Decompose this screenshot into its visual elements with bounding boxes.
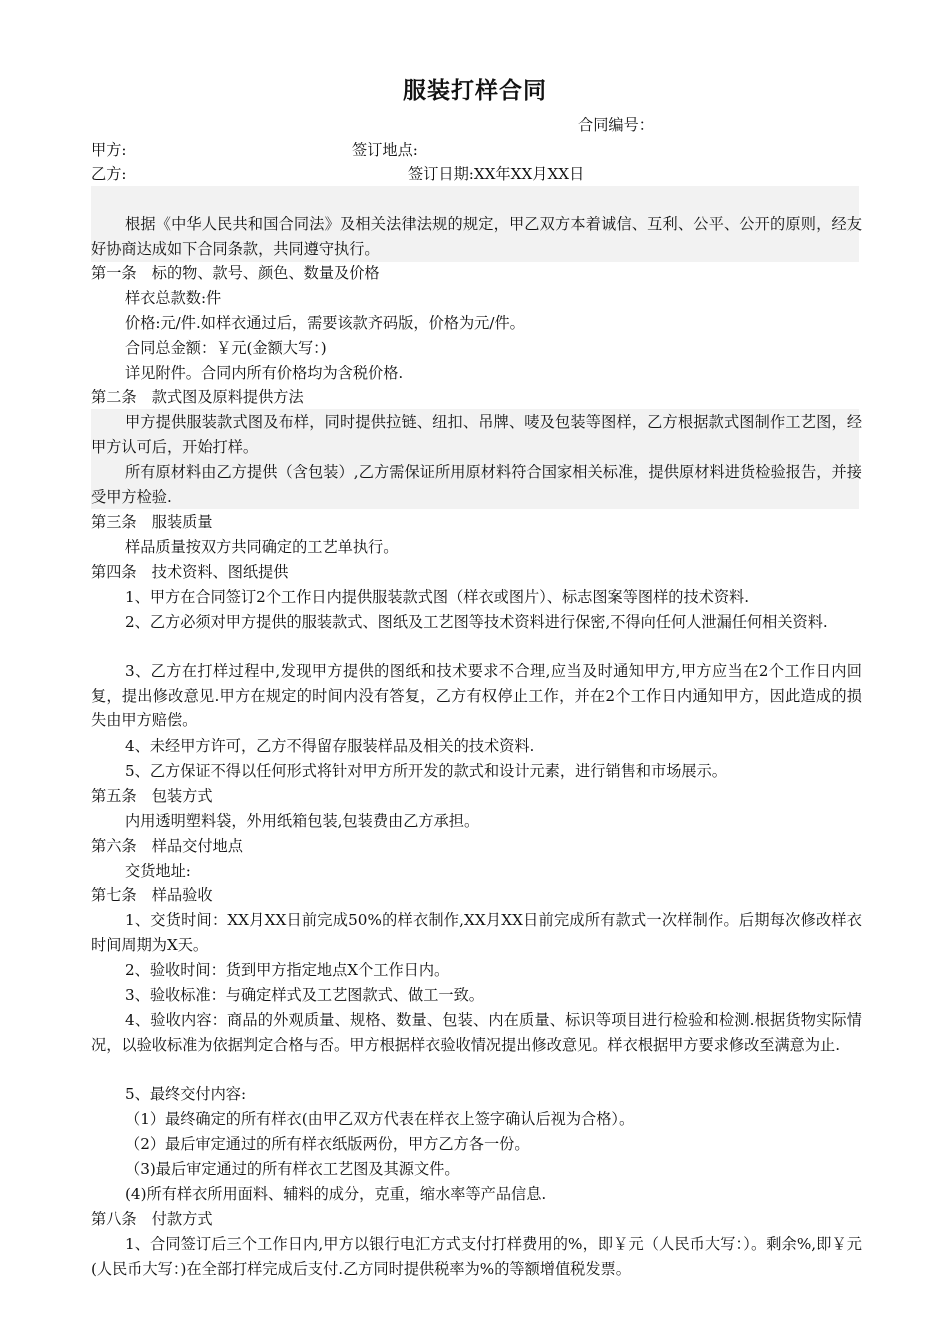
section7-item-4: 4、验收内容：商品的外观质量、规格、数量、包装、内在质量、标识等项目进行检验和检测.根据货物实际情况，以验收标准为依据判定合格与否。甲方根据样衣验收情况提出修改意见。样衣根据甲方要求修改至满意为止.: [91, 1011, 862, 1054]
section4-item-2: 2、乙方必须对甲方提供的服装款式、图纸及工艺图等技术资料进行保密,不得向任何人泄漏任何相关资料.: [125, 613, 828, 631]
section5-heading: 第五条 包装方式: [91, 787, 213, 805]
section1-item-count: 样衣总款数:件: [125, 289, 222, 307]
section7-subitem-4: (4)所有样衣所用面料、辅料的成分，克重，缩水率等产品信息.: [125, 1185, 547, 1203]
section6-heading: 第六条 样品交付地点: [91, 837, 243, 855]
sign-place-label: 签订地点:: [352, 141, 418, 159]
section7-item-1: 1、交货时间：XX月XX日前完成50%的样衣制作,XX月XX日前完成所有款式一次样制作。后期每次修改样衣时间周期为X天。: [91, 911, 862, 954]
section1-heading: 第一条 标的物、款号、颜色、数量及价格: [91, 264, 380, 282]
section5-paragraph: 内用透明塑料袋，外用纸箱包装,包装费由乙方承担。: [125, 812, 480, 830]
section4-item-1: 1、甲方在合同签订2个工作日内提供服装款式图（样衣或图片）、标志图案等图样的技术资料.: [125, 588, 750, 606]
section7-heading: 第七条 样品验收: [91, 886, 213, 904]
section1-price: 价格:元/件.如样衣通过后，需要该款齐码版，价格为元/件。: [125, 314, 525, 332]
section6-address: 交货地址:: [125, 862, 191, 880]
section4-item-3: 3、乙方在打样过程中,发现甲方提供的图纸和技术要求不合理,应当及时通知甲方,甲方应当在2个工作日内回复，提出修改意见.甲方在规定的时间内没有答复，乙方有权停止工作，并在2个工作日内通知甲方，因此造成的损失由甲方赔偿。: [91, 662, 862, 730]
section7-subitem-1: （1）最终确定的所有样衣(由甲乙双方代表在样衣上签字确认后视为合格）。: [125, 1110, 635, 1128]
section3-paragraph: 样品质量按双方共同确定的工艺单执行。: [125, 538, 399, 556]
section2-heading: 第二条 款式图及原料提供方法: [91, 388, 304, 406]
sign-date-label: 签订日期:XX年XX月XX日: [408, 165, 585, 183]
section4-heading: 第四条 技术资料、图纸提供: [91, 563, 289, 581]
section7-subitem-3: （3)最后审定通过的所有样衣工艺图及其源文件。: [125, 1160, 460, 1178]
section8-heading: 第八条 付款方式: [91, 1210, 213, 1228]
intro-paragraph: 根据《中华人民共和国合同法》及相关法律法规的规定，甲乙双方本着诚信、互利、公平、公开的原则，经友好协商达成如下合同条款，共同遵守执行。: [91, 215, 862, 258]
section7-item-5: 5、最终交付内容:: [125, 1085, 247, 1103]
section2-paragraph-1: 甲方提供服装款式图及布样，同时提供拉链、纽扣、吊牌、唛及包装等图样，乙方根据款式图制作工艺图，经甲方认可后，开始打样。: [91, 413, 862, 456]
section8-item-1: 1、合同签订后三个工作日内,甲方以银行电汇方式支付打样费用的%，即￥元（人民币大写：）。剩余%,即￥元(人民币大写：)在全部打样完成后支付.乙方同时提供税率为%的等额增值税发票。: [91, 1235, 862, 1278]
section3-heading: 第三条 服装质量: [91, 513, 213, 531]
party-b-label: 乙方:: [91, 165, 127, 183]
section7-subitem-2: （2）最后审定通过的所有样衣纸版两份，甲方乙方各一份。: [125, 1135, 530, 1153]
section7-item-2: 2、验收时间：货到甲方指定地点X个工作日内。: [125, 961, 450, 979]
contract-number-label: 合同编号：: [578, 116, 654, 134]
contract-title: 服装打样合同: [403, 78, 547, 104]
section1-total: 合同总金额：￥元(金额大写：): [125, 339, 327, 357]
section4-item-4: 4、未经甲方许可，乙方不得留存服装样品及相关的技术资料.: [125, 737, 535, 755]
section2-paragraph-2: 所有原材料由乙方提供（含包装）,乙方需保证所用原材料符合国家相关标准，提供原材料进货检验报告，并接受甲方检验.: [91, 463, 862, 506]
party-a-label: 甲方:: [91, 141, 127, 159]
section4-item-5: 5、乙方保证不得以任何形式将针对甲方所开发的款式和设计元素，进行销售和市场展示。: [125, 762, 727, 780]
section7-item-3: 3、验收标准：与确定样式及工艺图款式、做工一致。: [125, 986, 484, 1004]
section1-attachment: 详见附件。合同内所有价格均为含税价格.: [125, 364, 404, 382]
